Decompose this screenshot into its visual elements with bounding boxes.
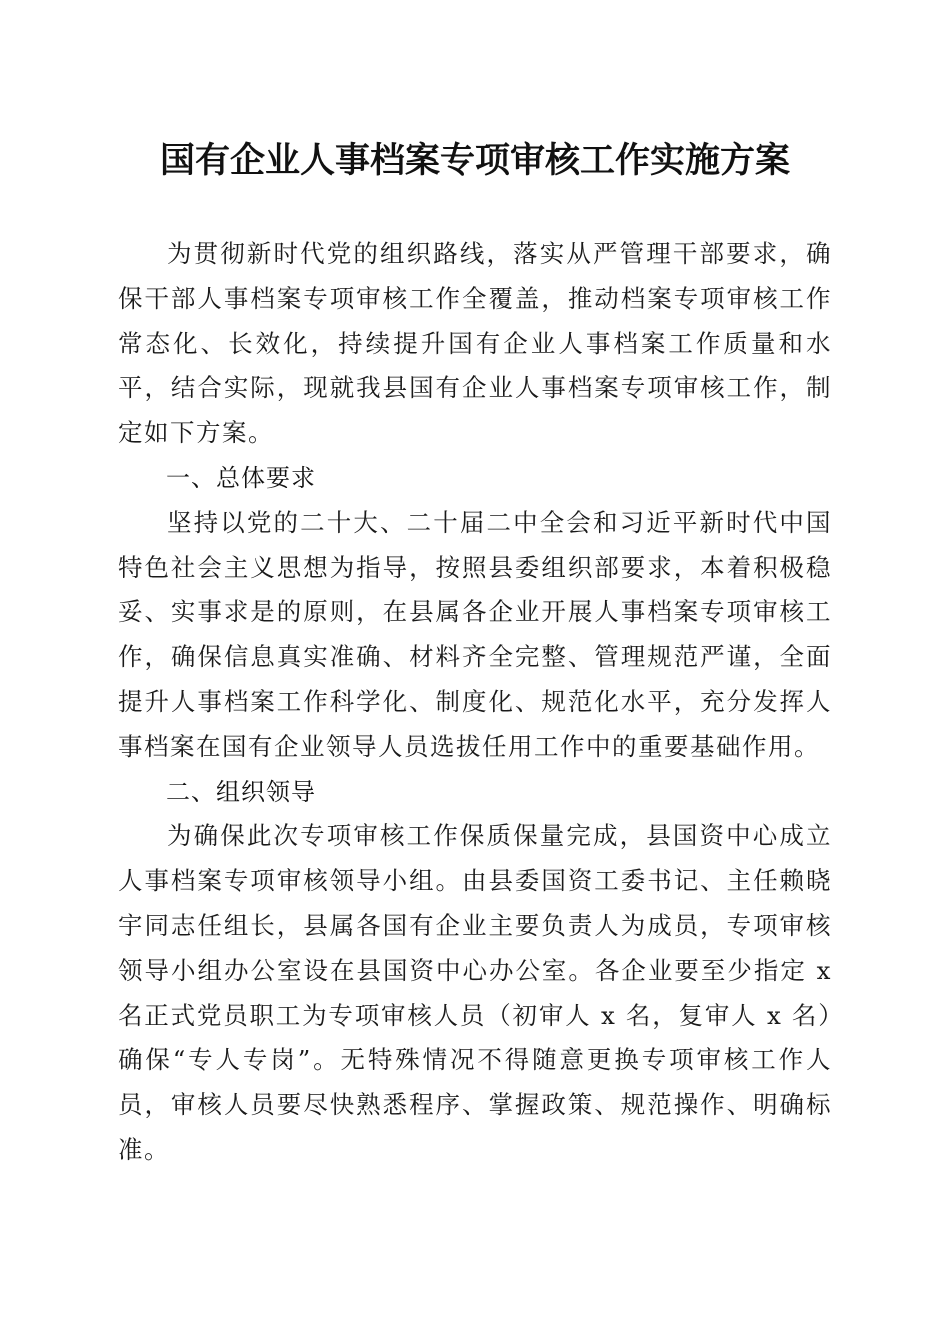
document-title: 国有企业人事档案专项审核工作实施方案 [159, 140, 790, 181]
section-heading-general-requirements: 一、总体要求 [166, 463, 316, 492]
section-heading-organization-leadership: 二、组织领导 [166, 777, 316, 806]
section-paragraph-general-requirements: 坚持以党的二十大、二十届二中全会和习近平新时代中国特色社会主义思想为指导，按照县委组织部要求，本着积极稳妥、实事求是的原则，在县属各企业开展人事档案专项审核工作，确保信息真实准确、材料齐全完整、管理规范严谨，全面提升人事档案工作科学化、制度化、规范化水平，充分发挥人事档案在国有企业领导人员选拔任用工作中的重要基础作用。 [118, 507, 832, 761]
document-body [118, 232, 832, 1173]
intro-paragraph: 为贯彻新时代党的组织路线，落实从严管理干部要求，确保干部人事档案专项审核工作全覆盖，推动档案专项审核工作常态化、长效化，持续提升国有企业人事档案工作质量和水平，结合实际，现就我县国有企业人事档案专项审核工作，制定如下方案。 [118, 239, 832, 448]
section-paragraph-organization-leadership: 为确保此次专项审核工作保质保量完成，县国资中心成立人事档案专项审核领导小组。由县委国资工委书记、主任赖晓宇同志任组长，县属各国有企业主要负责人为成员，专项审核领导小组办公室设在县国资中心办公室。各企业要至少指定 x 名正式党员职工为专项审核人员（初审人 x 名，复审人 x 名）确保“专人专岗”。无特殊情况不得随意更换专项审核工作人员，审核人员要尽快熟悉程序、掌握政策、规范操作、明确标准。 [118, 821, 832, 1164]
